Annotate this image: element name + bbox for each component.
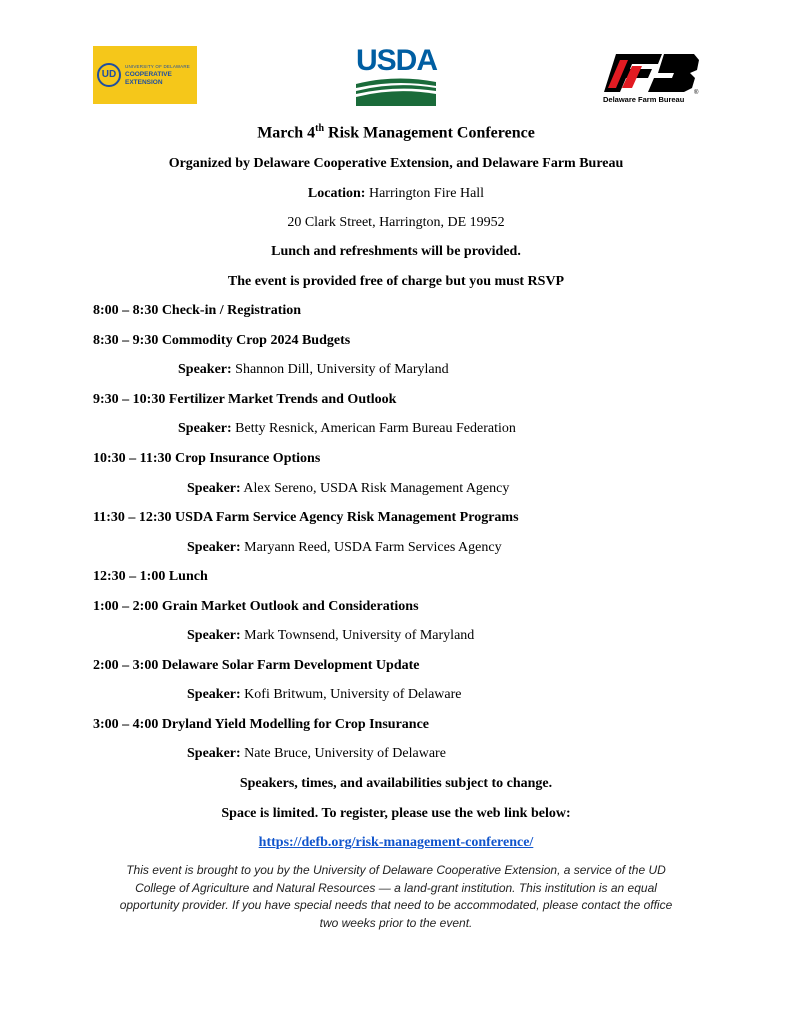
agenda-item-title: 10:30 – 11:30 Crop Insurance Options bbox=[93, 451, 321, 466]
speaker-name: Mark Townsend, University of Maryland bbox=[240, 628, 475, 643]
agenda-speaker bbox=[178, 421, 516, 437]
location-value: Harrington Fire Hall bbox=[365, 186, 485, 201]
organized-by: Organized by Delaware Cooperative Extension, and Delaware Farm Bureau bbox=[168, 156, 624, 171]
agenda-item-title: 8:30 – 9:30 Commodity Crop 2024 Budgets bbox=[93, 333, 351, 348]
agenda-item-title: 11:30 – 12:30 USDA Farm Service Agency Risk Management Programs bbox=[93, 510, 519, 525]
usda-logo-text: USDA bbox=[356, 44, 438, 77]
speaker-name: Shannon Dill, University of Maryland bbox=[231, 362, 449, 377]
ud-logo-line3: EXTENSION bbox=[125, 79, 163, 86]
farm-bureau-logo-text: Delaware Farm Bureau bbox=[603, 95, 685, 104]
title-text-pre: March 4 bbox=[257, 124, 316, 142]
speaker-label: Speaker: bbox=[187, 540, 241, 555]
agenda-speaker bbox=[187, 628, 474, 644]
speaker-name: Nate Bruce, University of Delaware bbox=[240, 746, 446, 761]
speaker-label: Speaker: bbox=[187, 628, 241, 643]
location-line bbox=[0, 186, 792, 202]
subject-to-change-note: Speakers, times, and availabilities subject to change. bbox=[239, 776, 553, 791]
agenda-speaker bbox=[187, 687, 462, 703]
speaker-name: Betty Resnick, American Farm Bureau Federation bbox=[231, 421, 516, 436]
speaker-label: Speaker: bbox=[187, 481, 241, 496]
speaker-name: Alex Sereno, USDA Risk Management Agency bbox=[240, 481, 510, 496]
address-line: 20 Clark Street, Harrington, DE 19952 bbox=[287, 215, 505, 230]
agenda-item-title: 2:00 – 3:00 Delaware Solar Farm Development Update bbox=[93, 658, 420, 673]
usda-field-icon bbox=[356, 76, 436, 106]
page-title bbox=[0, 123, 792, 142]
agenda-speaker bbox=[178, 362, 449, 378]
footer-line: opportunity provider. If you have special needs that need to be accommodated, please contact the office bbox=[119, 898, 673, 912]
rsvp-line: The event is provided free of charge but you must RSVP bbox=[227, 274, 565, 289]
ud-logo-line1: UNIVERSITY OF DELAWARE bbox=[125, 64, 190, 69]
footer-line: two weeks prior to the event. bbox=[319, 915, 473, 930]
title-text-post: Risk Management Conference bbox=[324, 124, 535, 142]
location-label: Location: bbox=[307, 186, 366, 201]
footer-line: This event is brought to you by the University of Delaware Cooperative Extension, a service of the UD bbox=[126, 863, 666, 877]
footer-line: College of Agriculture and Natural Resources — a land-grant institution. This institution is an equal bbox=[135, 880, 657, 895]
agenda-item-title: 9:30 – 10:30 Fertilizer Market Trends and Outlook bbox=[93, 392, 397, 407]
speaker-label: Speaker: bbox=[187, 746, 241, 761]
ud-logo-line2: COOPERATIVE bbox=[125, 71, 172, 78]
speaker-name: Maryann Reed, USDA Farm Services Agency bbox=[240, 540, 502, 555]
logo-bar bbox=[0, 44, 792, 106]
speaker-label: Speaker: bbox=[178, 421, 232, 436]
agenda-speaker bbox=[187, 481, 509, 497]
ud-seal-icon: UD bbox=[97, 63, 121, 87]
agenda-speaker bbox=[187, 746, 446, 762]
agenda-item-title: 1:00 – 2:00 Grain Market Outlook and Considerations bbox=[93, 599, 419, 614]
registration-link[interactable]: https://defb.org/risk-management-conference/ bbox=[258, 835, 534, 850]
agenda-item-title: 3:00 – 4:00 Dryland Yield Modelling for Crop Insurance bbox=[93, 717, 430, 732]
lunch-line: Lunch and refreshments will be provided. bbox=[271, 244, 521, 259]
delaware-farm-bureau-logo bbox=[600, 50, 704, 106]
agenda-item-title: 12:30 – 1:00 Lunch bbox=[93, 569, 208, 584]
registered-mark: ® bbox=[694, 90, 699, 96]
speaker-name: Kofi Britwum, University of Delaware bbox=[240, 687, 462, 702]
agenda-item-title: 8:00 – 8:30 Check-in / Registration bbox=[93, 303, 302, 318]
title-superscript: th bbox=[315, 123, 325, 134]
speaker-label: Speaker: bbox=[178, 362, 232, 377]
usda-logo bbox=[356, 44, 436, 106]
agenda-speaker bbox=[187, 540, 502, 556]
ud-cooperative-extension-logo bbox=[93, 46, 197, 104]
registration-note: Space is limited. To register, please use the web link below: bbox=[221, 806, 571, 821]
registration-link-wrapper bbox=[0, 835, 792, 851]
farm-bureau-fb-icon bbox=[602, 50, 700, 94]
footer-disclaimer bbox=[90, 862, 702, 932]
speaker-label: Speaker: bbox=[187, 687, 241, 702]
